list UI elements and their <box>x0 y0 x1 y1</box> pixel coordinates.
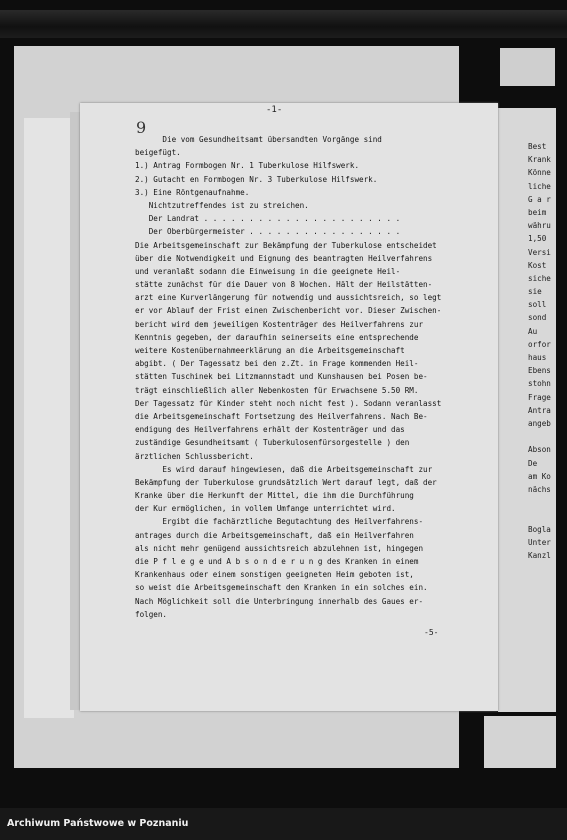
text-line: die Arbeitsgemeinschaft Fortsetzung des Heilverfahrens. Nach Be- <box>135 411 428 421</box>
adjacent-text-line: soll <box>528 300 547 310</box>
text-line: endigung des Heilverfahrens erhält der Kostenträger und das <box>135 425 405 435</box>
text-line: als nicht mehr genügend aussichtsreich abzulehnen ist, hingegen <box>135 543 424 553</box>
adjacent-page-top <box>500 48 555 86</box>
document-text <box>135 133 495 621</box>
adjacent-text-line: G a r <box>528 194 551 204</box>
text-line: zuständige Gesundheitsamt ( Tuberkulosenfürsorgestelle ) den <box>135 438 410 448</box>
adjacent-text-line: orfor <box>528 339 551 349</box>
adjacent-text-line: Ebens <box>528 366 551 376</box>
adjacent-text-line: Krank <box>528 155 551 165</box>
text-line: Die Arbeitsgemeinschaft zur Bekämpfung der Tuberkulose entscheidet <box>135 240 437 250</box>
page-number: -1- <box>266 105 283 115</box>
text-line: Nichtzutreffendes ist zu streichen. <box>135 200 309 210</box>
adjacent-text-line: angeb <box>528 418 551 428</box>
text-line: und veranlaßt sodann die Einweisung in die geeignete Heil- <box>135 266 401 276</box>
adjacent-text-line: siche <box>528 273 551 283</box>
adjacent-text-line: Unter <box>528 538 551 548</box>
adjacent-text-line: währu <box>528 221 551 231</box>
text-line: ärztlichen Schlussbericht. <box>135 451 254 461</box>
adjacent-text-line: Könne <box>528 168 551 178</box>
adjacent-page-bottom <box>484 716 556 768</box>
text-line: Bekämpfung der Tuberkulose grundsätzlich Wert darauf legt, daß der <box>135 477 437 487</box>
text-line: über die Notwendigkeit und Eignung des beantragten Heilverfahrens <box>135 253 433 263</box>
text-line: bericht wird dem jeweiligen Kostenträger des Heilverfahrens zur <box>135 319 424 329</box>
text-line: 1.) Antrag Formbogen Nr. 1 Tuberkulose Hilfswerk. <box>135 161 360 171</box>
adjacent-page-text-top <box>528 140 558 496</box>
text-line: arzt eine Kurverlängerung für notwendig und aussichtsreich, so legt <box>135 293 442 303</box>
adjacent-text-line: Antra <box>528 405 551 415</box>
text-line: Nach Möglichkeit soll die Unterbringung innerhalb des Gaues er- <box>135 596 424 606</box>
adjacent-text-line: am Ko <box>528 471 551 481</box>
text-line: 3.) Eine Röntgenaufnahme. <box>135 187 250 197</box>
text-line: er vor Ablauf der Frist einen Zwischenbericht vor. Dieser Zwischen- <box>135 306 442 316</box>
adjacent-text-line: nächs <box>528 484 551 494</box>
archive-name: Archiwum Państwowe w Poznaniu <box>7 818 189 829</box>
text-line: beigefügt. <box>135 148 181 158</box>
adjacent-text-line: Kanzl <box>528 551 551 561</box>
adjacent-text-line: Bogla <box>528 525 551 534</box>
adjacent-text-line: sie <box>528 287 542 297</box>
text-line: Es wird darauf hingewiesen, daß die Arbeitsgemeinschaft zur <box>135 464 433 474</box>
text-line: Der Oberbürgermeister . . . . . . . . . . . . . . . . . <box>135 227 401 237</box>
handwritten-mark: 9 <box>136 118 147 137</box>
text-line: Die vom Gesundheitsamt übersandten Vorgänge sind <box>135 135 382 144</box>
adjacent-text-line <box>528 430 558 443</box>
adjacent-text-line: sond <box>528 313 547 323</box>
adjacent-text-line: beim <box>528 207 547 217</box>
adjacent-text-line: Frage <box>528 392 551 402</box>
text-line: so weist die Arbeitsgemeinschaft den Kranken in ein solches ein. <box>135 583 428 593</box>
text-line: Der Tagessatz für Kinder steht noch nicht fest ). Sodann veranlasst <box>135 398 442 408</box>
adjacent-text-line: haus <box>528 353 547 362</box>
text-line: Kranke über die Herkunft der Mittel, die ihm die Durchführung <box>135 491 414 501</box>
text-line: stätten Tuschinek bei Litzmannstadt und Kunshausen bei Posen be- <box>135 372 428 382</box>
text-line: die P f l e g e und A b s o n d e r u n g des Kranken in einem <box>135 557 419 566</box>
adjacent-text-line: stohn <box>528 379 551 389</box>
text-line: folgen. <box>135 609 168 619</box>
text-line: Ergibt die fachärztliche Begutachtung des Heilverfahrens- <box>135 517 424 527</box>
adjacent-text-line: Au <box>528 326 538 336</box>
adjacent-text-line: 1,50 <box>528 234 547 244</box>
text-line: Der Landrat . . . . . . . . . . . . . . . . . . . . . . <box>135 214 401 224</box>
adjacent-text-line: Versi <box>528 247 551 257</box>
text-line: Krankenhaus oder einem sonstigen geeigneten Heim geboten ist, <box>135 570 414 580</box>
adjacent-text-line: De <box>528 458 538 468</box>
adjacent-text-line: Abson <box>528 445 551 455</box>
text-line: stätte zunächst für die Dauer von 8 Wochen. Hält der Heilstätten- <box>135 280 433 290</box>
text-line: abgibt. ( Der Tagessatz bei den z.Zt. in Frage kommenden Heil- <box>135 359 419 369</box>
scanner-top-bar <box>0 10 567 38</box>
adjacent-text-line: liche <box>528 181 551 191</box>
text-line: der Kur ermöglichen, in vollem Umfange unterrichtet wird. <box>135 504 396 514</box>
adjacent-page-text-bottom <box>528 523 558 563</box>
text-line: 2.) Gutacht en Formbogen Nr. 3 Tuberkulose Hilfswerk. <box>135 174 378 184</box>
adjacent-text-line: Kost <box>528 260 547 270</box>
text-line: trägt einschließlich aller Nebenkosten für Erwachsene 5.50 RM. <box>135 385 419 395</box>
text-line: antrages durch die Arbeitsgemeinschaft, daß ein Heilverfahren <box>135 530 414 540</box>
adjacent-text-line: Best <box>528 142 547 151</box>
underlying-page-left <box>24 118 74 718</box>
text-line: Kenntnis gegeben, der daraufhin seinerseits eine entsprechende <box>135 332 419 342</box>
text-line: weitere Kostenübernahmeerklärung an die Arbeitsgemeinschaft <box>135 346 405 355</box>
continuation-marker: -5- <box>424 628 439 637</box>
